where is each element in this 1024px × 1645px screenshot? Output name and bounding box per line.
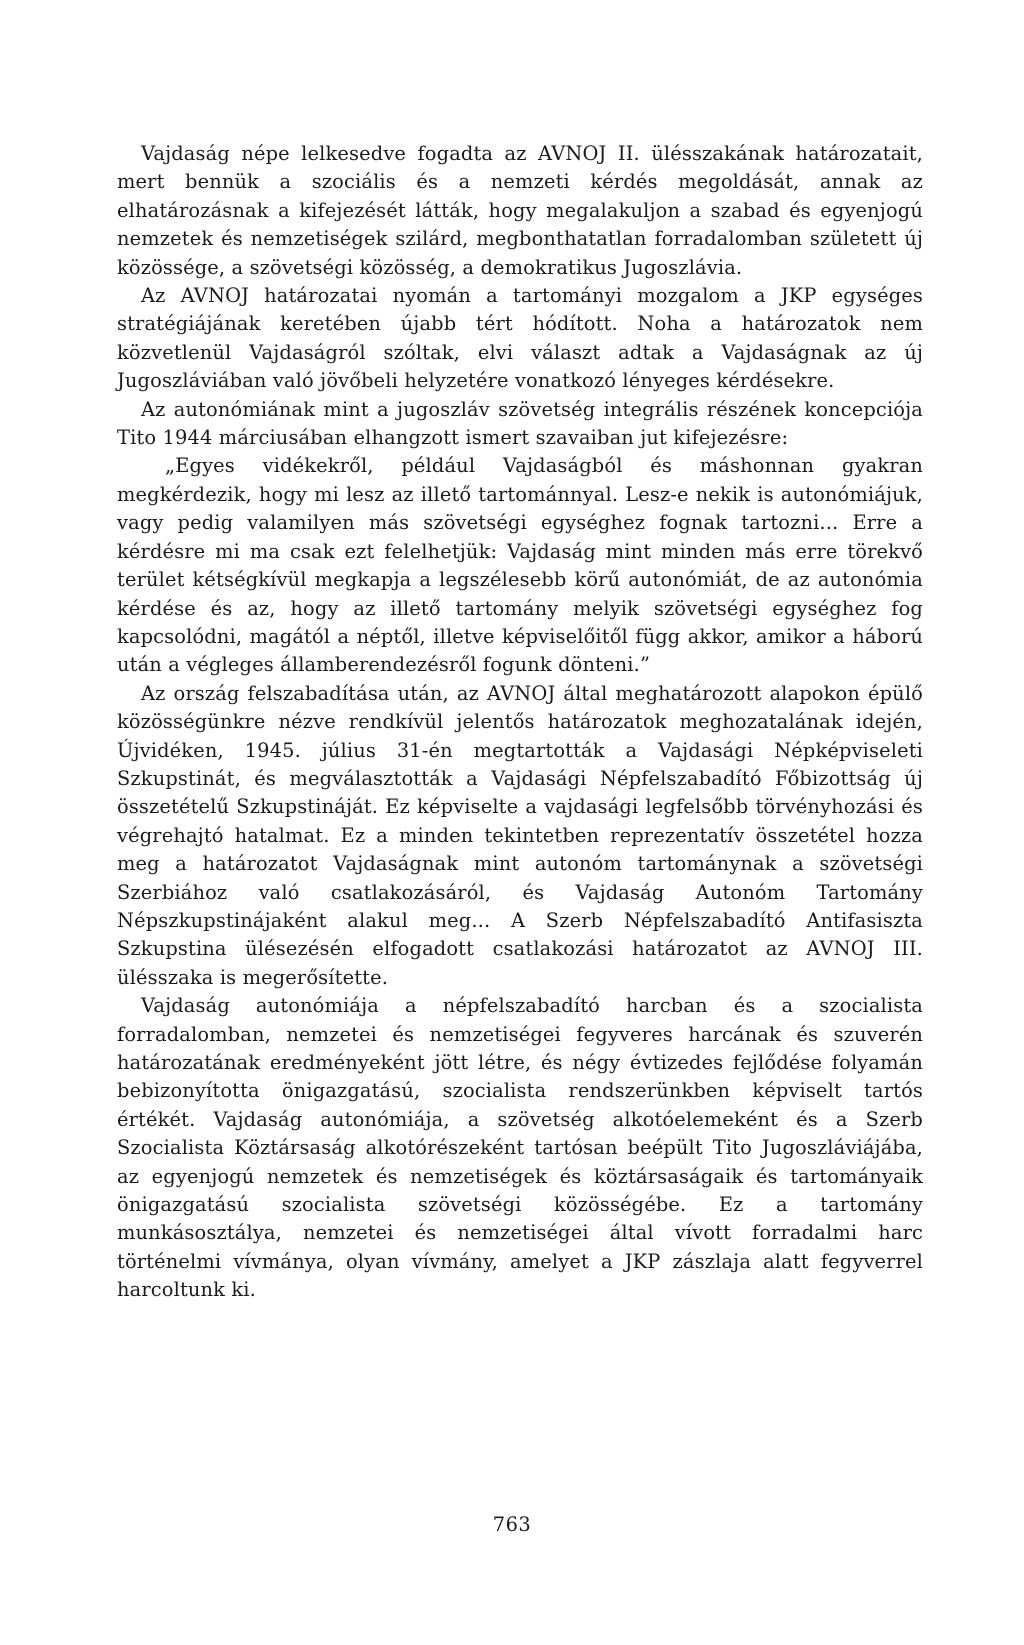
body-text: [117, 140, 923, 1305]
page-number: 763: [492, 1513, 532, 1536]
paragraph-5: Az ország felszabadítása után, az AVNOJ által meghatározott alapokon épülő közösségünkre nézve rendkívül jelentős határozatok meghozatalának idején, Újvidéken, 1945. július 31-én megtartották a Vajdasági Népképviseleti Szkupstinát, és megválasztották a Vajdasági Népfelszabadító Főbizottság új összetételű Szkupstináját. Ez képviselte a vajdasági legfelsőbb törvényhozási és végrehajtó hatalmat. Ez a minden tekintetben reprezentatív összetétel hozza meg a határozatot Vajdaságnak mint autonóm tartománynak a szövetségi Szerbiához való csatlakozásáról, és Vajdaság Autonóm Tartomány Népszkupstinájaként alakul meg... A Szerb Népfelszabadító Antifasiszta Szkupstina ülésezésén elfogadott csatlakozási határozatot az AVNOJ III. ülésszaka is megerősítette.: [117, 681, 923, 989]
quotation-paragraph: „Egyes vidékekről, például Vajdaságból és máshonnan gyakran megkérdezik, hogy mi lesz az illető tartománnyal. Lesz-e nekik is autonómiájuk, vagy pedig valamilyen más szövetségi egységhez fognak tartozni... Erre a kérdésre mi ma csak ezt felelhetjük: Vajdaság mint minden más erre törekvő terület kétségkívül megkapja a legszélesebb körű autonómiát, de az autonómia kérdése és az, hogy az illető tartomány melyik szövetségi egységhez fog kapcsolódni, magától a néptől, illetve képviselőitől függ akkor, amikor a háború után a végleges államberendezésről fogunk dönteni.”: [117, 454, 923, 677]
paragraph-1: Vajdaság népe lelkesedve fogadta az AVNOJ II. ülésszakának határozatait, mert bennük a szociális és a nemzeti kérdés megoldását, annak az elhatározásnak a kifejezését látták, hogy megalakuljon a szabad és egyenjogú nemzetek és nemzetiségek szilárd, megbonthatatlan forradalomban született új közössége, a szövetségi közösség, a demokratikus Jugoszlávia.: [117, 142, 923, 279]
paragraph-2: Az AVNOJ határozatai nyomán a tartományi mozgalom a JKP egységes stratégiájának keretében újabb tért hódított. Noha a határozatok nem közvetlenül Vajdaságról szóltak, elvi választ adtak a Vajdaságnak az új Jugoszláviában való jövőbeli helyzetére vonatkozó lényeges kérdésekre.: [117, 284, 923, 393]
paragraph-6: Vajdaság autonómiája a népfelszabadító harcban és a szocialista forradalomban, nemzetei és nemzetiségei fegyveres harcának és szuverén határozatának eredményeként jött létre, és négy évtizedes fejlődése folyamán bebizonyította önigazgatású, szocialista rendszerünkben képviselt tartós értékét. Vajdaság autonómiája, a szövetség alkotóelemeként és a Szerb Szocialista Köztársaság alkotórészeként tartósan beépült Tito Jugoszláviájába, az egyenjogú nemzetek és nemzetiségek és köztársaságaik és tartományaik önigazgatású szocialista szövetségi közösségébe. Ez a tartomány munkásosztálya, nemzetei és nemzetiségei által vívott forradalmi harc történelmi vívmánya, olyan vívmány, amelyet a JKP zászlaja alatt fegyverrel harcoltunk ki.: [117, 994, 923, 1302]
paragraph-3: Az autonómiának mint a jugoszláv szövetség integrális részének koncepciója Tito 1944 márciusában elhangzott ismert szavaiban jut kifejezésre:: [117, 397, 923, 450]
